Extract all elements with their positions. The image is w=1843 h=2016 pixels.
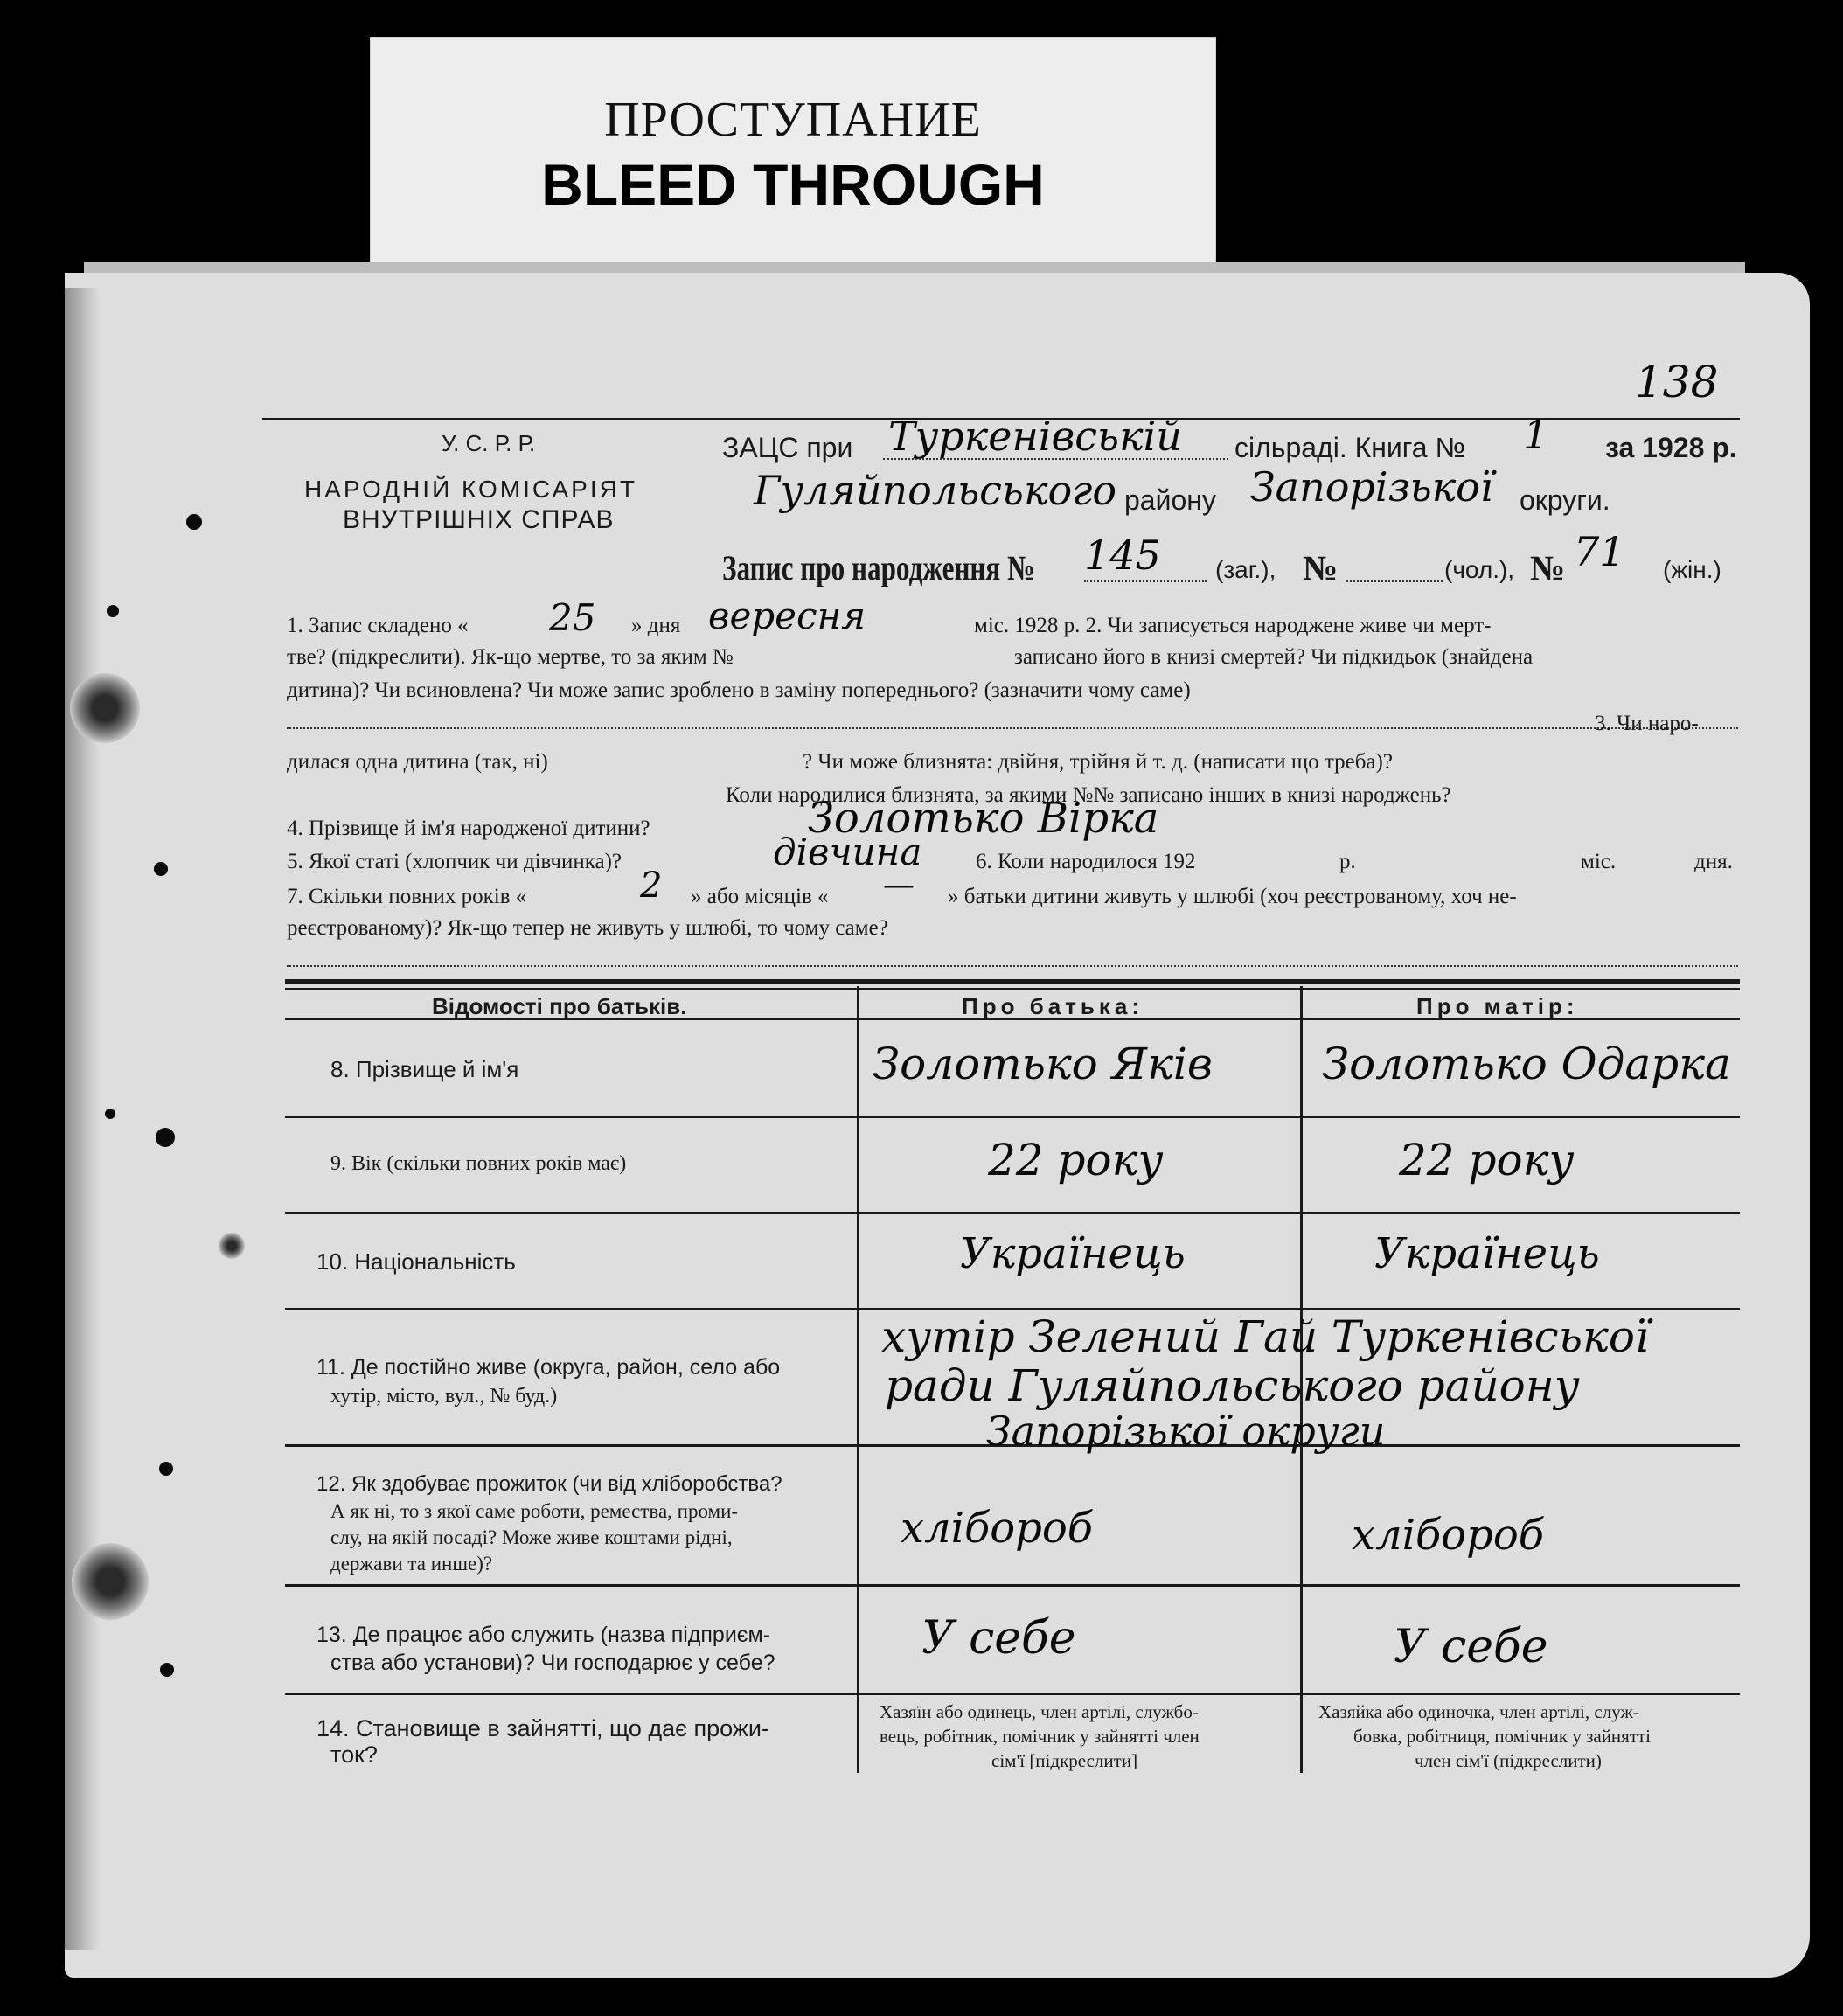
q2-line2b: записано його в книзі смертей? Чи підкидьок (знайдена [1014, 645, 1534, 669]
row-label-workplace-2: ства або установи)? Чи господарює у себе? [330, 1651, 775, 1675]
row-label-name: 8. Прізвище й ім'я [330, 1056, 519, 1082]
row-label-workplace-1: 13. Де працює або служить (назва підприєм- [316, 1623, 771, 1647]
child-name: Золотько Вірка [808, 794, 1159, 843]
binding-hole [105, 1109, 115, 1119]
commissariat-line2: ВНУТРІШНІХ СПРАВ [343, 505, 615, 534]
q7-mid: » або місяців « [691, 885, 829, 908]
row-divider [285, 1693, 1740, 1695]
child-sex: дівчина [773, 831, 922, 873]
father-name: Золотько Яків [873, 1039, 1214, 1089]
residence-line2: ради Гуляйпольського району [885, 1360, 1580, 1411]
fill-line [287, 965, 1738, 967]
mother-workplace: У себе [1394, 1621, 1548, 1673]
father-age: 22 року [988, 1135, 1164, 1185]
residence-line3: Запорізької округи [986, 1408, 1386, 1455]
q1-rest: міс. 1928 р. 2. Чи записується народжене живе чи мерт- [974, 614, 1492, 637]
father-livelihood: хлібороб [901, 1504, 1094, 1553]
q6-month-suffix: міс. [1581, 850, 1617, 873]
father-position-1: Хазяїн або одинець, член артілі, службо- [880, 1701, 1199, 1722]
q7-rest: » батьки дитини живуть у шлюбі (хоч реєстрованому, хоч не- [948, 885, 1517, 908]
q3-start: 3. Чи наро- [1595, 712, 1699, 735]
q7-months: — [883, 867, 915, 903]
mother-livelihood: хлібороб [1352, 1511, 1545, 1560]
male-label: (чол.), [1444, 556, 1515, 583]
row-divider [285, 1308, 1740, 1310]
col-header-father: Про батька: [962, 993, 1144, 1019]
mother-position-1: Хазяйка або одиночка, член артілі, служ- [1318, 1701, 1639, 1722]
label-en: BLEED THROUGH [541, 152, 1045, 217]
fill-line [1084, 580, 1207, 582]
q1-start: 1. Запис складено « [287, 614, 469, 637]
q2-line3: дитина)? Чи всиновлена? Чи може запис зроблено в заміну попереднього? (зазначити чому саме) [287, 678, 1191, 702]
row-label-nationality: 10. Національність [316, 1248, 516, 1275]
stain [72, 1543, 149, 1620]
table-top-rule [285, 988, 1740, 990]
q3-line3: Коли народилися близнята, за якими №№ записано інших в книзі народжень? [726, 783, 1451, 807]
mother-position-2: бовка, робітниця, помічник у зайнятті [1353, 1726, 1652, 1747]
district-name: Гуляйпольського [754, 467, 1117, 514]
mother-name: Золотько Одарка [1322, 1039, 1731, 1089]
row-label-residence-2: хутір, місто, вул., № буд.) [330, 1385, 558, 1408]
father-nationality: Українець [960, 1229, 1186, 1278]
binding-hole [156, 1128, 175, 1147]
col-header-info: Відомості про батьків. [432, 993, 687, 1019]
father-position-3: сім'ї [підкреслити] [991, 1750, 1138, 1771]
row-label-livelihood-2: А як ні, то з якої саме роботи, ремества, проми- [330, 1500, 739, 1522]
okrug-label: округи. [1520, 484, 1610, 516]
record-title: Запис про народження № [722, 548, 1035, 587]
row-label-position-2: ток? [330, 1741, 378, 1768]
col-header-mother: Про матір: [1416, 993, 1579, 1019]
table-top-rule [285, 979, 1740, 984]
q3-line2: дилася одна дитина (так, ні) [287, 750, 548, 774]
q3-line2b: ? Чи може близнята: двійня, трійня й т. д. (написати що треба)? [803, 750, 1393, 774]
binding-hole [186, 514, 202, 530]
stain [70, 673, 140, 743]
bleed-through-label-card [370, 37, 1216, 268]
row-divider [285, 1584, 1740, 1587]
q1-day-suffix: » дня [631, 614, 681, 637]
father-workplace: У себе [922, 1612, 1076, 1665]
q7-start: 7. Скільки повних років « [287, 885, 527, 908]
year-label: за 1928 р. [1605, 432, 1737, 463]
sheet-left-wear [65, 288, 100, 1950]
fill-line [287, 727, 1738, 729]
q5-label: 5. Якої статі (хлопчик чи дівчинка)? [287, 850, 622, 873]
q7-line2: реєстрованому)? Як-що тепер не живуть у шлюбі, то чому саме? [287, 916, 888, 940]
binding-hole [154, 862, 168, 876]
row-divider [285, 1116, 1740, 1118]
book-number: 1 [1523, 411, 1549, 458]
q1-day: 25 [549, 596, 596, 639]
stain [219, 1233, 245, 1259]
q1-month: вересня [708, 594, 866, 637]
no-sign: № [1303, 548, 1339, 587]
residence-line1: хутір Зелений Гай Туркенівської [881, 1311, 1649, 1362]
district-label: району [1124, 484, 1216, 516]
zags-prefix: ЗАЦС при [722, 432, 853, 463]
binding-hole [160, 1663, 174, 1677]
column-divider [857, 986, 859, 1773]
fill-line [883, 458, 1228, 460]
binding-hole [159, 1462, 173, 1476]
page-number: 138 [1635, 357, 1719, 407]
record-total-number: 145 [1084, 532, 1161, 579]
label-ru: ПРОСТУПАНИЕ [604, 93, 982, 147]
binding-hole [107, 605, 119, 617]
row-label-livelihood-4: держави та инше)? [330, 1553, 493, 1575]
father-position-2: вець, робітник, помічник у зайнятті член [880, 1726, 1200, 1747]
q6-year-suffix: р. [1339, 850, 1356, 873]
q7-years: 2 [640, 865, 663, 906]
q4-label: 4. Прізвище й ім'я народженої дитини? [287, 817, 650, 840]
mother-age: 22 року [1399, 1135, 1575, 1185]
row-label-livelihood-3: слу, на якій посаді? Може живе коштами рідні, [330, 1526, 733, 1548]
female-label: (жін.) [1663, 556, 1721, 583]
q6-label: 6. Коли народилося 192 [976, 850, 1196, 873]
q6-day-suffix: дня. [1694, 850, 1733, 873]
republic-label: У. С. Р. Р. [442, 430, 536, 456]
council-label: сільраді. Книга № [1234, 432, 1465, 463]
row-label-livelihood-1: 12. Як здобуває прожиток (чи від хліборобства? [316, 1472, 782, 1496]
zags-village: Туркенівській [888, 413, 1182, 460]
mother-position-3: член сім'ї (підкреслити) [1415, 1750, 1602, 1771]
commissariat-line1: НАРОДНІЙ КОМІСАРІЯТ [304, 476, 637, 503]
mother-nationality: Українець [1374, 1229, 1600, 1278]
record-female-number: 71 [1574, 528, 1625, 575]
no-sign: № [1530, 548, 1566, 587]
row-label-age: 9. Вік (скільки повних років має) [330, 1152, 627, 1175]
q2-line2: тве? (підкреслити). Як-що мертве, то за яким № [287, 645, 734, 669]
okrug-name: Запорізької [1250, 463, 1493, 511]
row-divider [285, 1212, 1740, 1214]
total-label: (заг.), [1215, 556, 1276, 583]
fill-line [1346, 580, 1443, 582]
row-label-position-1: 14. Становище в зайнятті, що дає прожи- [316, 1715, 769, 1741]
row-label-residence-1: 11. Де постійно живе (округа, район, село або [316, 1355, 781, 1380]
